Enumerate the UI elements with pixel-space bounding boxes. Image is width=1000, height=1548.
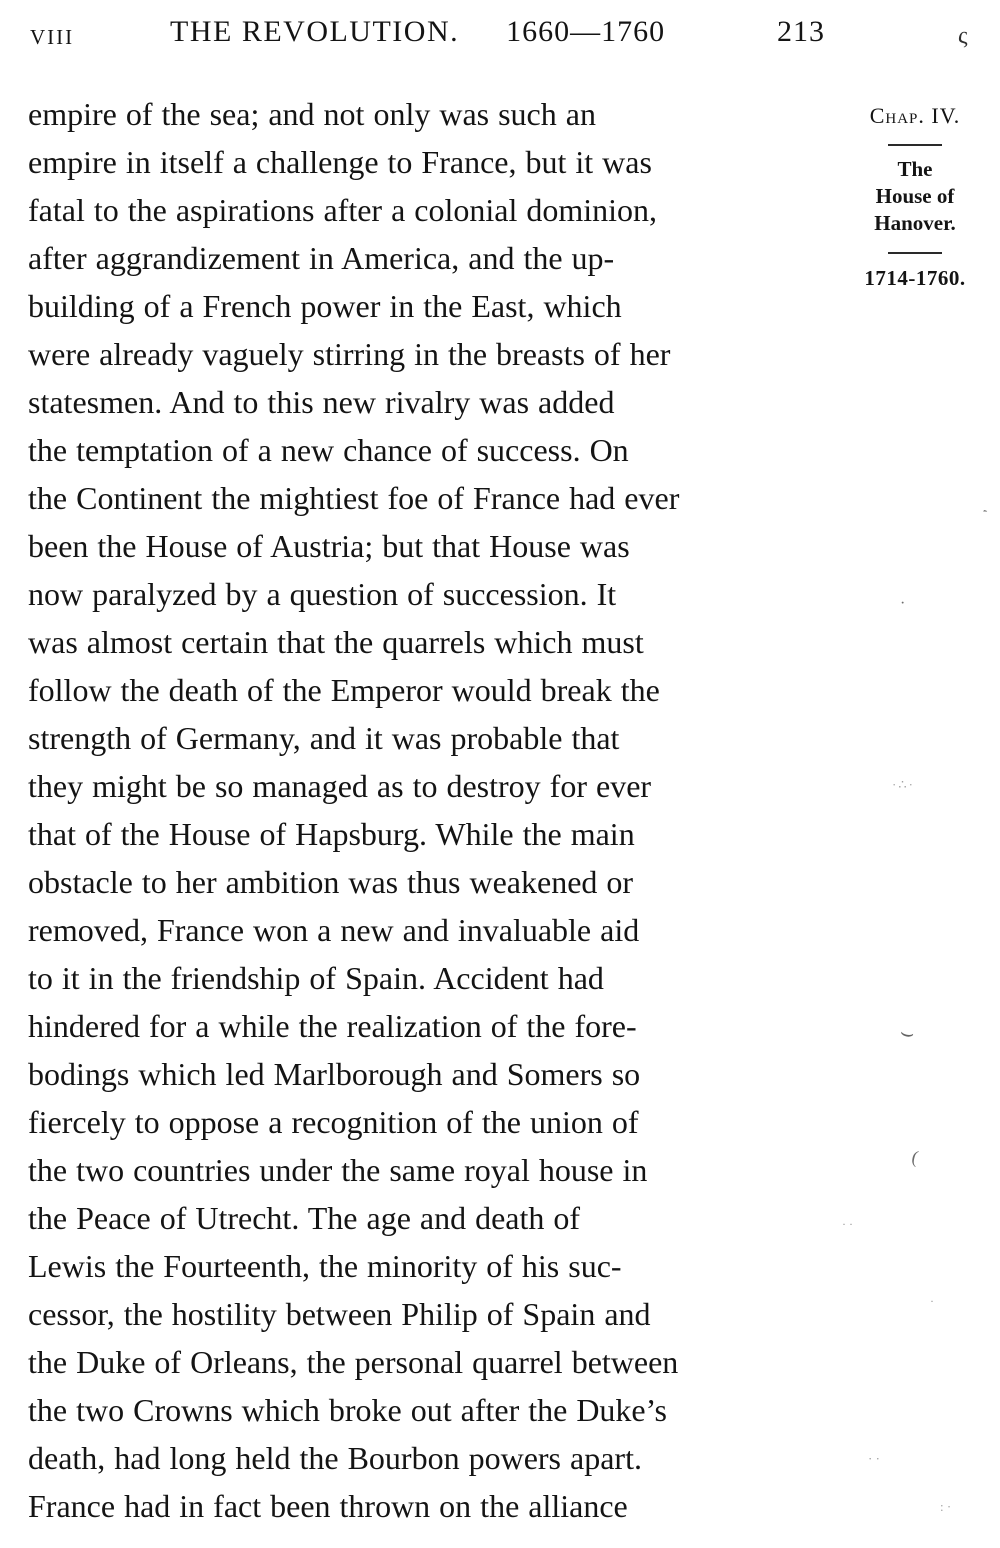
text-line: the Duke of Orleans, the personal quarrel between [28,1344,679,1380]
text-line: follow the death of the Emperor would break the [28,672,660,708]
text-line: was almost certain that the quarrels which must [28,624,644,660]
text-line: cessor, the hostility between Philip of Spain and [28,1296,651,1332]
text-line: the two Crowns which broke out after the Duke’s [28,1392,667,1428]
scan-artifact: ς [958,23,968,49]
scan-artifact: · [900,595,906,612]
chapter-title: THE REVOLUTION. [170,15,460,48]
text-line: bodings which led Marlborough and Somers so [28,1056,641,1092]
scan-artifact: ⌣ [898,1018,917,1047]
side-note-line: The [897,157,933,181]
text-line: the temptation of a new chance of success. On [28,432,629,468]
scan-artifact: ` [981,507,996,525]
chapter-note: Chap. IV. [869,103,961,128]
text-line: now paralyzed by a question of succession. It [28,576,617,612]
text-line: empire in itself a challenge to France, but it was [28,144,652,180]
text-line: statesmen. And to this new rivalry was added [28,384,615,420]
body-text [28,90,834,1530]
date-range: 1660—1760 [506,15,666,48]
side-note-line: House of [875,184,955,208]
text-line: fiercely to oppose a recognition of the union of [28,1104,639,1140]
running-header [0,0,1000,70]
page-number: 213 [777,15,825,48]
text-line: removed, France won a new and invaluable aid [28,912,640,948]
scan-artifact: ·∴· [892,777,915,792]
side-note-line: Hanover. [874,211,956,235]
text-line: been the House of Austria; but that House was [28,528,630,564]
text-line: death, had long held the Bourbon powers apart. [28,1440,642,1476]
text-line: empire of the sea; and not only was such an [28,96,596,132]
text-line: France had in fact been thrown on the alliance [28,1488,628,1524]
text-line: were already vaguely stirring in the breasts of her [28,336,671,372]
text-line: after aggrandizement in America, and the up- [28,240,615,276]
text-line: building of a French power in the East, which [28,288,622,324]
margin-notes [850,104,980,291]
running-title [170,15,665,49]
text-line: they might be so managed as to destroy for ever [28,768,652,804]
scan-artifact: · · [868,1451,880,1466]
scan-artifact: · · [842,1217,853,1231]
margin-rule [888,144,942,146]
margin-rule [888,252,942,254]
scan-artifact: · [930,1294,934,1308]
text-line: Lewis the Fourteenth, the minority of his suc- [28,1248,622,1284]
text-line: the two countries under the same royal house in [28,1152,648,1188]
text-line: the Continent the mightiest foe of France had ever [28,480,680,516]
signature-numeral: VIII [30,25,75,49]
years-note: 1714-1760. [864,266,966,290]
text-line: hindered for a while the realization of the fore- [28,1008,637,1044]
text-line: strength of Germany, and it was probable that [28,720,620,756]
text-line: fatal to the aspirations after a colonial dominion, [28,192,658,228]
text-line: that of the House of Hapsburg. While the main [28,816,635,852]
text-line: obstacle to her ambition was thus weakened or [28,864,634,900]
text-line: to it in the friendship of Spain. Accident had [28,960,604,996]
scan-artifact: ( [909,1146,921,1168]
text-line: the Peace of Utrecht. The age and death of [28,1200,581,1236]
scan-artifact: : · [940,1499,952,1514]
